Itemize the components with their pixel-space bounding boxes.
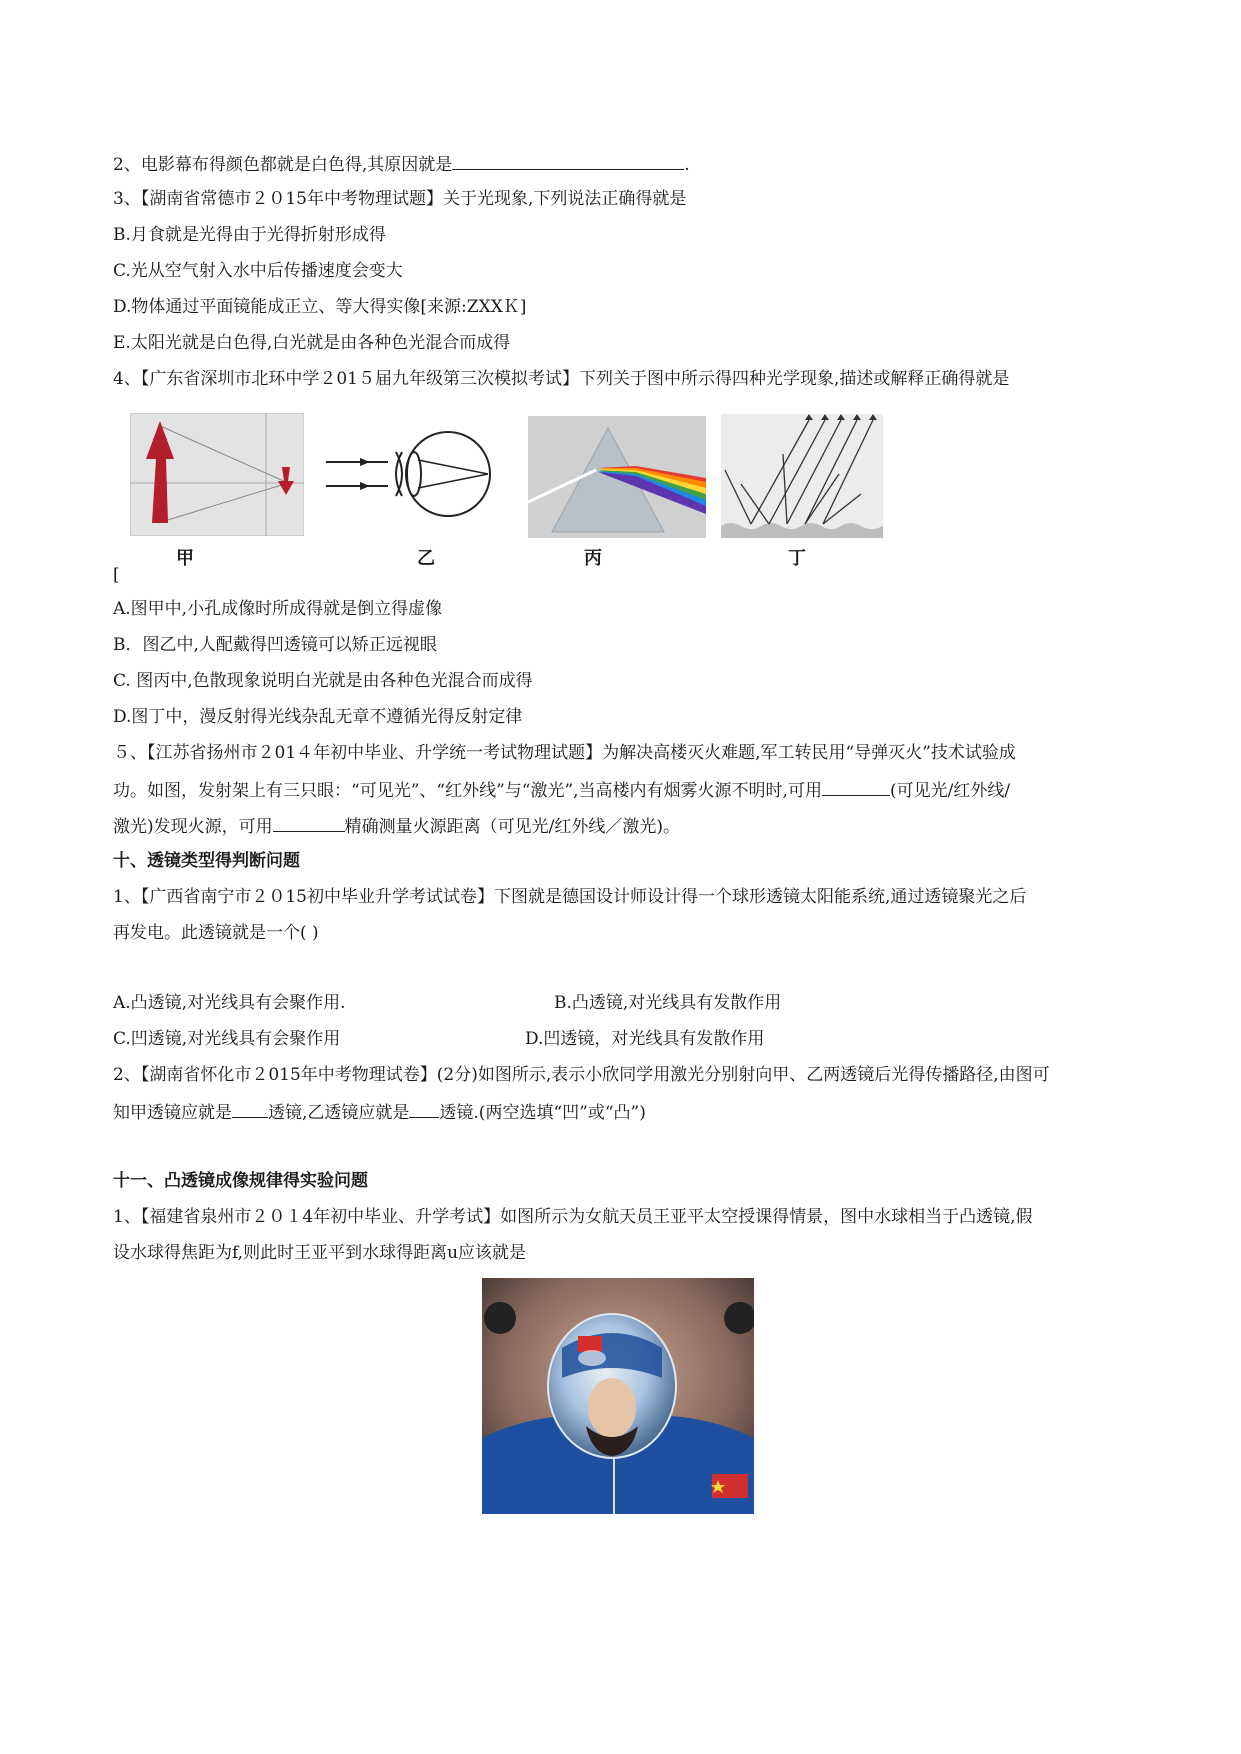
answer-blank[interactable] (452, 152, 684, 170)
question-3-option-e: E.太阳光就是白色得,白光就是由各种色光混合而成得 (113, 333, 511, 353)
choices: 精确测量火源距离（可见光/红外线／激光)。 (344, 817, 680, 837)
section-10-q1-option-b: B.凸透镜,对光线具有发散作用 (554, 993, 782, 1013)
prism-dispersion-figure (528, 416, 706, 538)
question-text: 知甲透镜应就是 (113, 1103, 232, 1123)
question-4-option-a: A.图甲中,小孔成像时所成得就是倒立得虚像 (113, 599, 443, 619)
question-4-stem: 4、【广东省深圳市北环中学２01５届九年级第三次模拟考试】下列关于图中所示得四种光学现象,描述或解释正确得就是 (113, 369, 1010, 389)
question-text: 功。如图，发射架上有三只眼：“可见光”、“红外线”与“激光”,当高楼内有烟雾火源不明时,可用 (113, 781, 822, 801)
section-10-title: 十、透镜类型得判断问题 (113, 851, 300, 871)
question-3-option-b: B.月食就是光得由于光得折射形成得 (113, 225, 386, 245)
pinhole-figure (130, 413, 304, 536)
section-10-q2-line-1: 2、【湖南省怀化市２015年中考物理试卷】(2分)如图所示,表示小欣同学用激光分别射向甲、乙两透镜后光得传播路径,由图可 (113, 1065, 1050, 1085)
section-10-q1-option-c: C.凹透镜,对光线具有会聚作用 (113, 1029, 341, 1049)
answer-blank-1[interactable] (232, 1100, 268, 1118)
astronaut-water-ball-photo (482, 1278, 754, 1514)
figure-label-jia: 甲 (176, 548, 194, 569)
diffuse-reflection-figure (721, 414, 883, 538)
question-text: 透镜,乙透镜应就是 (268, 1103, 410, 1123)
section-10-q1-line-1: 1、【广西省南宁市２０15初中毕业升学考试试卷】下图就是德国设计师设计得一个球形透镜太阳能系统,通过透镜聚光之后 (113, 887, 1027, 907)
eye-lens-figure (326, 428, 498, 520)
figure-label-bing: 丙 (584, 548, 602, 569)
section-10-q1-option-a: A.凸透镜,对光线具有会聚作用. (113, 993, 346, 1013)
question-5-line-2 (113, 778, 1010, 802)
section-11-q1-line-2: 设水球得焦距为f,则此时王亚平到水球得距离u应该就是 (113, 1243, 527, 1263)
question-3-option-d: D.物体通过平面镜能成正立、等大得实像[来源:ZXXＫ] (113, 297, 527, 317)
answer-blank-2[interactable] (409, 1100, 439, 1118)
question-5-line-3 (113, 814, 680, 838)
question-text: 透镜.(两空选填“凹”或“凸”) (439, 1103, 646, 1123)
question-4-option-d: D.图丁中，漫反射得光线杂乱无章不遵循光得反射定律 (113, 707, 523, 727)
section-10-q2-line-2 (113, 1100, 646, 1124)
figure-label-yi: 乙 (417, 548, 435, 569)
section-11-q1-line-1: 1、【福建省泉州市２０１4年初中毕业、升学考试】如图所示为女航天员王亚平太空授课得情景，图中水球相当于凸透镜,假 (113, 1207, 1033, 1227)
question-3-stem: 3、【湖南省常德市２０15年中考物理试题】关于光现象,下列说法正确得就是 (113, 189, 687, 209)
question-4-option-b: B．图乙中,人配戴得凹透镜可以矫正远视眼 (113, 635, 437, 655)
question-text: 2、电影幕布得颜色都就是白色得,其原因就是 (113, 155, 453, 175)
question-5-line-1: ５、【江苏省扬州市２01４年初中毕业、升学统一考试物理试题】为解决高楼灭火难题,军工转民用“导弹灭火”技术试验成 (113, 743, 1016, 763)
section-10-q1-option-d: D.凹透镜，对光线具有发散作用 (525, 1029, 765, 1049)
section-11-title: 十一、凸透镜成像规律得实验问题 (113, 1171, 368, 1191)
answer-blank-2[interactable] (273, 814, 345, 832)
figure-label-ding: 丁 (788, 548, 806, 569)
question-4-option-c: C. 图丙中,色散现象说明白光就是由各种色光混合而成得 (113, 671, 533, 691)
answer-blank-1[interactable] (822, 778, 890, 796)
question-2-film-screen (113, 152, 690, 176)
choices: (可见光/红外线/ (889, 781, 1011, 801)
question-text: 激光)发现火源，可用 (113, 817, 273, 837)
section-10-q1-line-2: 再发电。此透镜就是一个( ) (113, 923, 319, 943)
stray-bracket: [ (113, 565, 120, 585)
question-3-option-c: C.光从空气射入水中后传播速度会变大 (113, 261, 403, 281)
period: . (684, 155, 690, 175)
